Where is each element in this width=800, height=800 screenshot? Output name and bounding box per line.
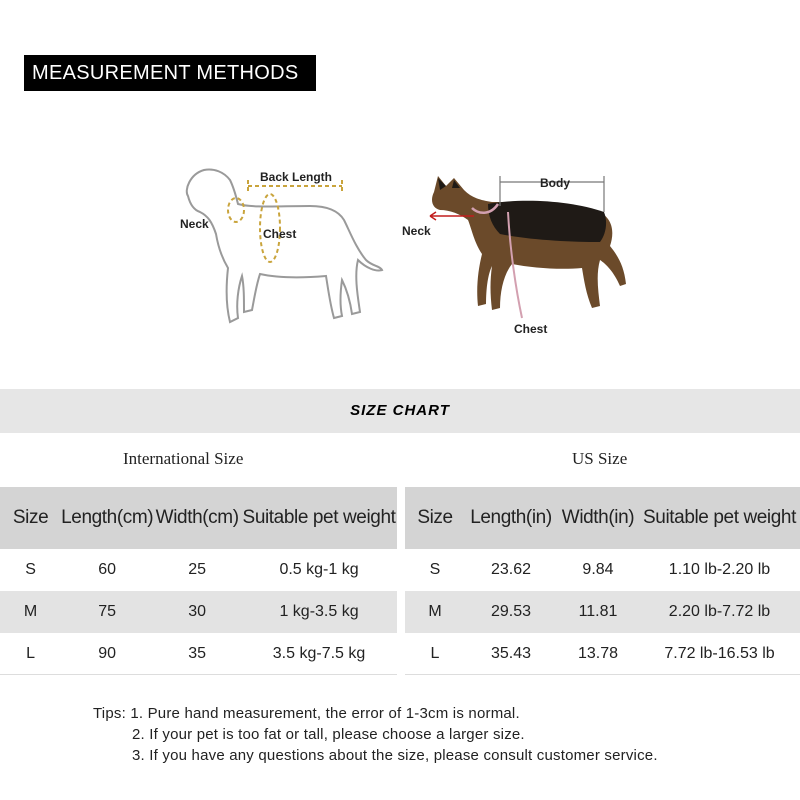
- tip-line: [93, 724, 658, 745]
- table-row: [405, 549, 800, 591]
- table-cell: 30: [153, 591, 241, 633]
- table-cell: L: [26, 645, 36, 662]
- table-cell: 75: [61, 591, 153, 633]
- international-size-heading: International Size: [123, 449, 244, 468]
- back-length-label: Back Length: [260, 170, 333, 184]
- table-cell: 35.43: [490, 645, 532, 662]
- table-cell: 23.62: [490, 561, 532, 578]
- chest-label: Chest: [263, 227, 297, 241]
- table-divider: [405, 674, 800, 675]
- table-cell: 2.20 lb-7.72 lb: [639, 591, 800, 633]
- body-label: Body: [540, 176, 570, 190]
- table-row: [405, 633, 800, 675]
- column-header: Suitable pet weight: [639, 487, 800, 549]
- tip-text: 2. If your pet is too fat or tall, please choose a larger size.: [132, 726, 525, 743]
- table-cell: S: [25, 561, 36, 578]
- us-size-table: [405, 487, 800, 675]
- dog-outline-silhouette: [187, 169, 382, 322]
- table-cell: 60: [98, 561, 117, 578]
- neck-label: Neck: [180, 217, 209, 231]
- tip-line: [93, 745, 658, 766]
- table-cell: 90: [98, 645, 117, 662]
- photo-chest-label: Chest: [514, 322, 548, 336]
- tips-block: [93, 703, 658, 766]
- column-header: Length(in): [465, 487, 557, 549]
- measurement-methods-banner: MEASUREMENT METHODS: [24, 55, 316, 91]
- outline-dog-diagram: [170, 160, 390, 335]
- column-header: Width(in): [557, 487, 639, 549]
- column-header: Length(cm): [61, 487, 153, 549]
- table-divider: [0, 674, 397, 675]
- table-header-row: [0, 487, 397, 549]
- table-row: [405, 591, 800, 633]
- tip-line: [93, 703, 658, 724]
- table-cell: 0.5 kg-1 kg: [279, 561, 359, 578]
- photo-neck-label: Neck: [402, 224, 431, 238]
- us-size-heading: US Size: [572, 449, 628, 468]
- table-row: [0, 591, 397, 633]
- table-cell: 1 kg-3.5 kg: [241, 591, 397, 633]
- table-cell: M: [405, 591, 465, 633]
- table-cell: 35: [188, 645, 207, 662]
- column-header: Width(cm): [153, 487, 241, 549]
- table-cell: 7.72 lb-16.53 lb: [664, 645, 775, 662]
- size-chart-header-bar: [0, 389, 800, 433]
- tip-text: 1. Pure hand measurement, the error of 1-3cm is normal.: [130, 705, 520, 722]
- table-row: [0, 633, 397, 675]
- german-shepherd-illustration: [432, 176, 626, 310]
- neck-measure-ring: [228, 198, 244, 222]
- column-header: Size: [0, 487, 61, 549]
- table-cell: L: [430, 645, 440, 662]
- table-header-row: [405, 487, 800, 549]
- table-cell: 9.84: [582, 561, 614, 578]
- table-cell: 11.81: [557, 591, 639, 633]
- column-header: Size: [405, 487, 465, 549]
- table-cell: 29.53: [465, 591, 557, 633]
- table-cell: 25: [188, 561, 207, 578]
- column-header: Suitable pet weight: [241, 487, 397, 549]
- tip-text: 3. If you have any questions about the size, please consult customer service.: [132, 747, 658, 764]
- photo-dog-diagram: [400, 150, 640, 340]
- table-cell: S: [429, 561, 441, 578]
- table-cell: 3.5 kg-7.5 kg: [272, 645, 366, 662]
- tips-prefix: Tips:: [93, 705, 126, 722]
- size-chart-title: SIZE CHART: [350, 402, 450, 419]
- table-cell: 13.78: [577, 645, 619, 662]
- table-cell: 1.10 lb-2.20 lb: [668, 561, 771, 578]
- table-row: [0, 549, 397, 591]
- international-size-table: [0, 487, 397, 675]
- table-cell: M: [0, 591, 61, 633]
